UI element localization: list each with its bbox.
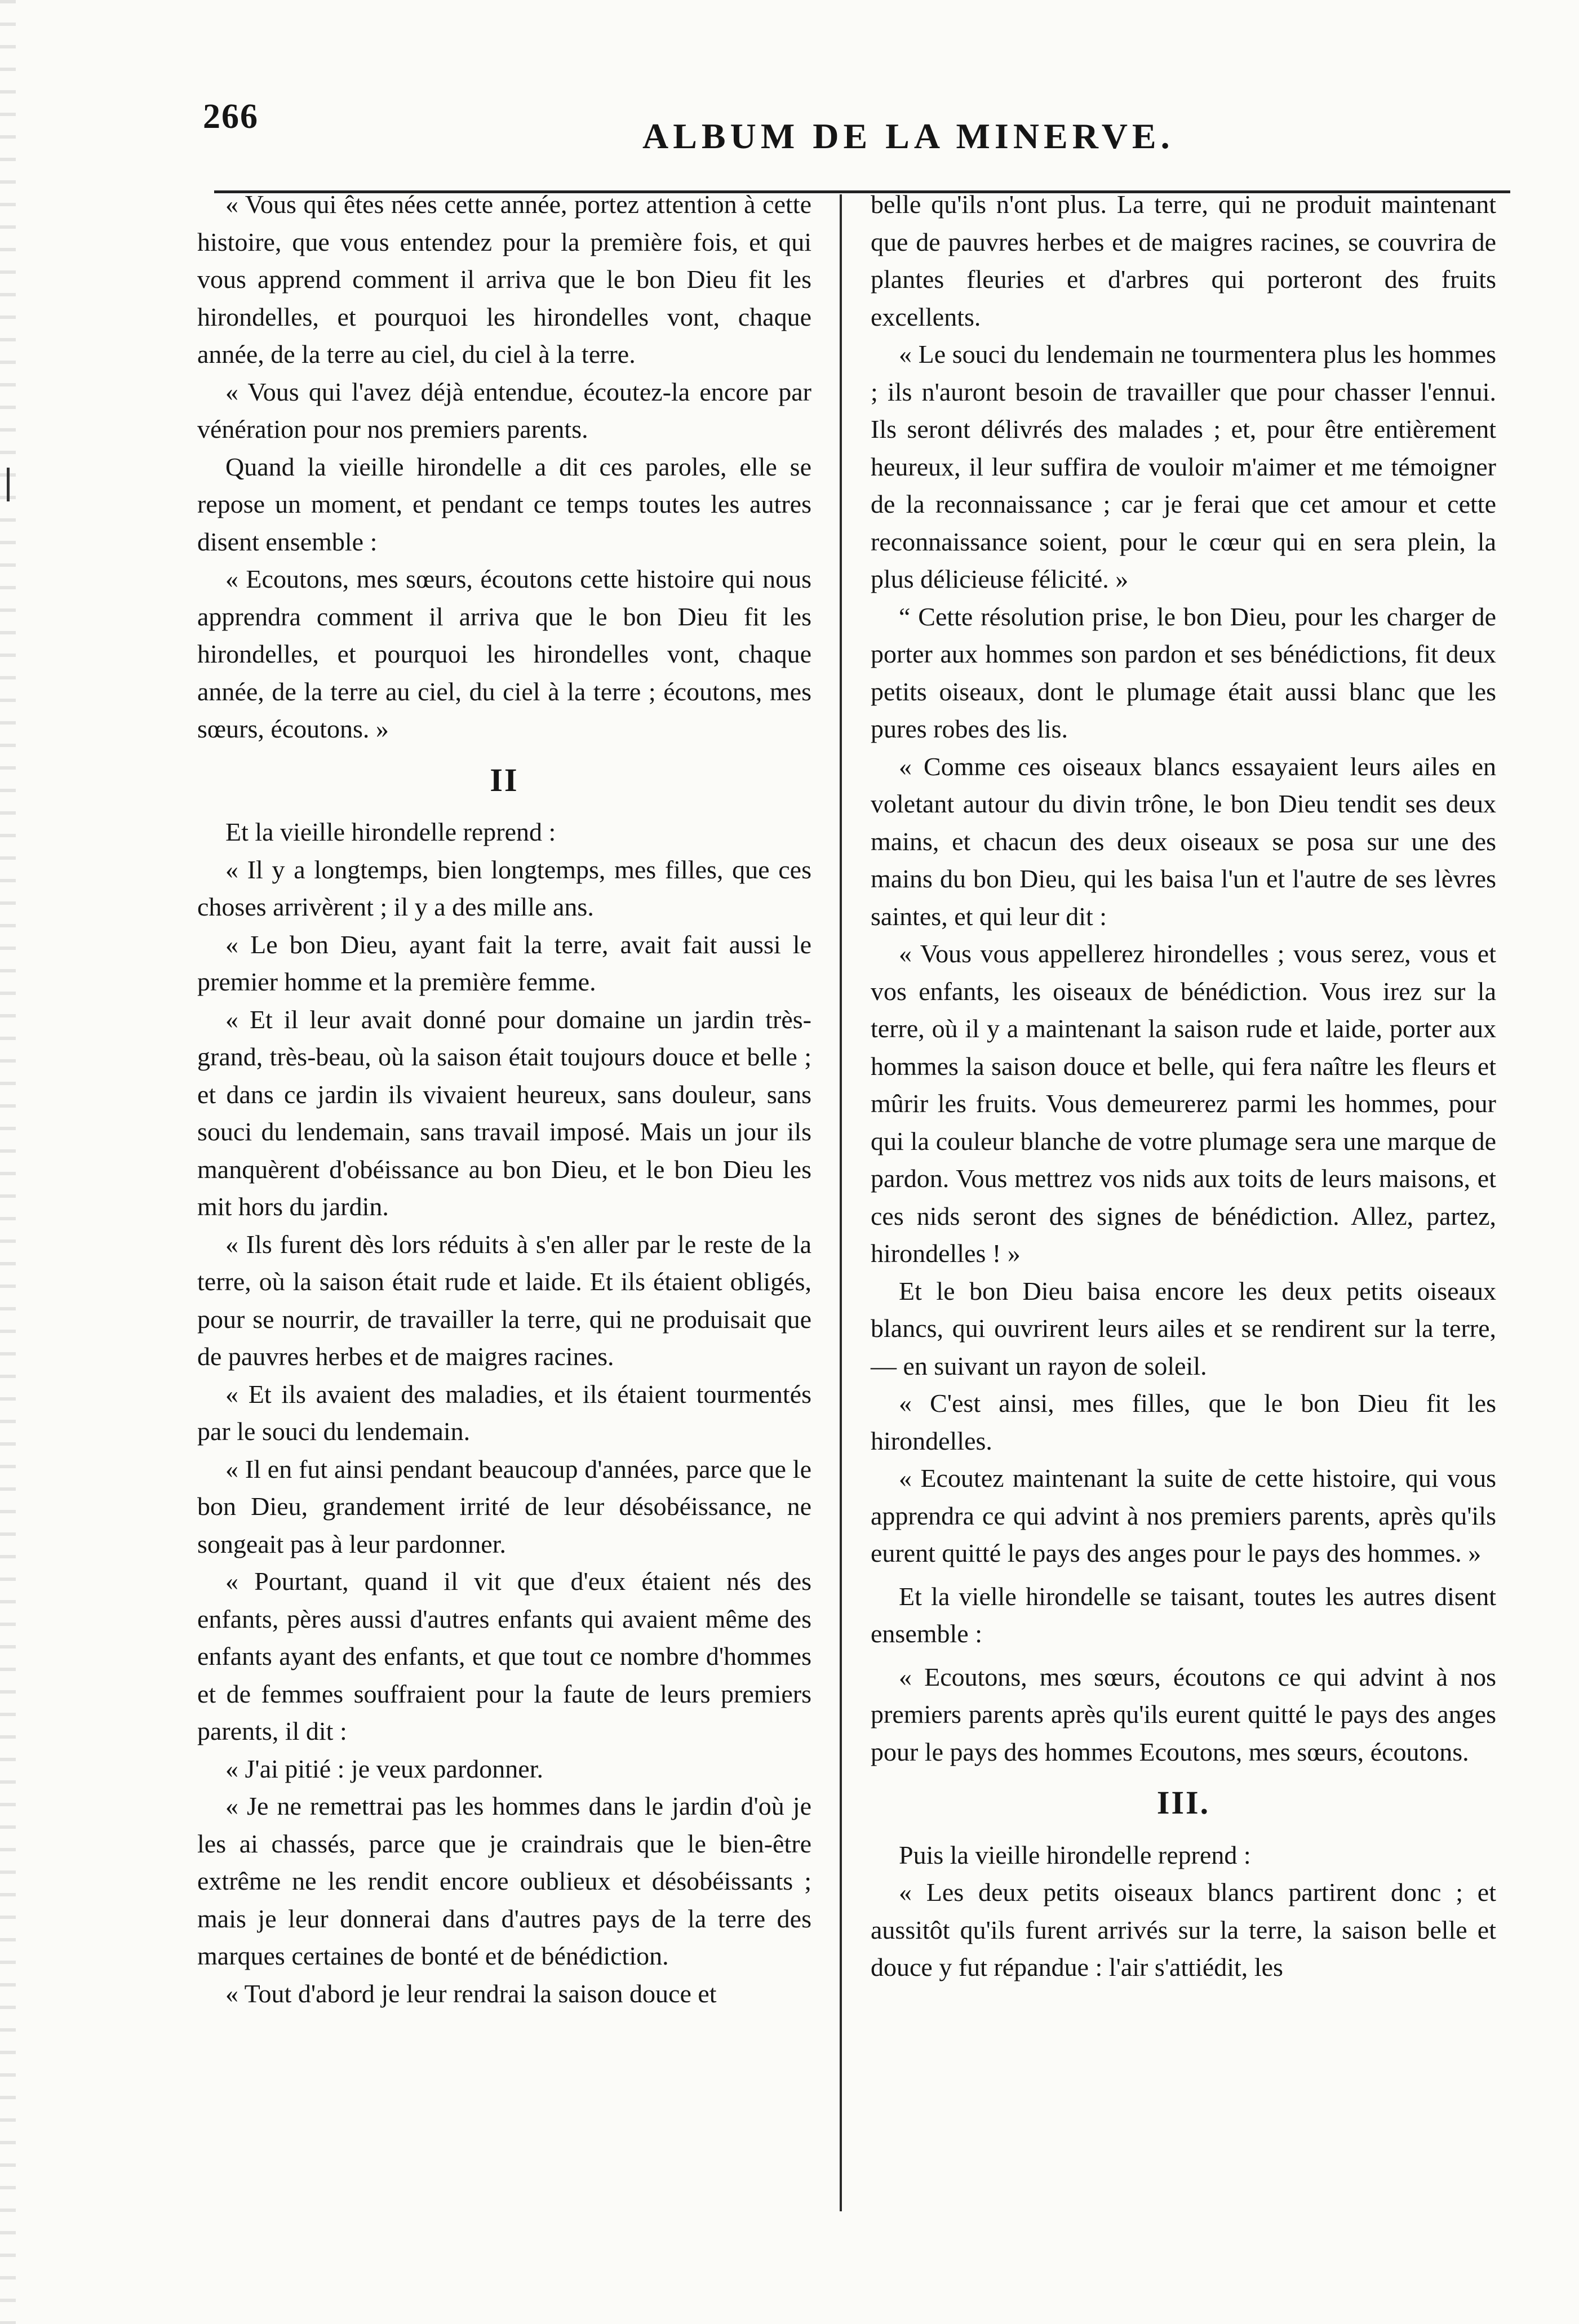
paragraph: « Vous qui l'avez déjà entendue, écoutez-la encore par vénération pour nos premiers parents. — [197, 377, 811, 443]
paragraph: Quand la vieille hirondelle a dit ces paroles, elle se repose un moment, et pendant ce temps toutes les autres disent ensemble : — [197, 452, 811, 556]
paragraph: « Ecoutez maintenant la suite de cette histoire, qui vous apprendra ce qui advint à nos premiers parents, après qu'ils eurent quitté le pays des anges pour le pays des hommes. » — [871, 1464, 1496, 1567]
paragraph: « Le bon Dieu, ayant fait la terre, avait fait aussi le premier homme et la première femme. — [197, 930, 811, 996]
paragraph: « Ecoutons, mes sœurs, écoutons cette histoire qui nous apprendra comment il arriva que le bon Dieu fit les hirondelles, et pourquoi les hirondelles vont, chaque année, de la terre au ciel, du ciel à la terre ; écoutons, mes sœurs, écoutons. » — [197, 565, 811, 743]
paragraph: « Il y a longtemps, bien longtemps, mes filles, que ces choses arrivèrent ; il y a des mille ans. — [197, 855, 811, 921]
paragraph: Et la vieille hirondelle reprend : — [225, 817, 556, 846]
paragraph: “ Cette résolution prise, le bon Dieu, pour les charger de porter aux hommes son pardon et ses bénédictions, fit deux petits oiseaux, dont le plumage était aussi blanc que les pures robes des lis. — [871, 602, 1496, 743]
running-title: ALBUM DE LA MINERVE. — [642, 116, 1174, 156]
paragraph: « Les deux petits oiseaux blancs partirent donc ; et aussitôt qu'ils furent arrivés sur la terre, la saison belle et douce y fut répandue : l'air s'attiédit, les — [871, 1878, 1496, 1981]
paragraph: « Vous vous appellerez hirondelles ; vous serez, vous et vos enfants, les oiseaux de bénédiction. Vous irez sur la terre, où il y a maintenant la saison rude et laide, porter aux hommes la saison douce et belle, qui fera naître les fleurs et mûrir les fruits. Vous demeurerez parmi les hommes, pour qui la couleur blanche de votre plumage sera une marque de pardon. Vous mettrez vos nids aux toits de leurs maisons, et ces nids seront des signes de bénédiction. Allez, partez, hirondelles ! » — [871, 939, 1496, 1268]
section-heading: II — [490, 761, 519, 798]
paragraph: « Tout d'abord je leur rendrai la saison douce et — [225, 1979, 717, 2008]
paragraph: « J'ai pitié : je veux pardonner. — [225, 1754, 543, 1783]
section-heading: III. — [1156, 1784, 1210, 1821]
margin-mark — [7, 468, 10, 501]
page-number: 266 — [203, 97, 259, 136]
page-header — [203, 85, 1499, 163]
paragraph: belle qu'ils n'ont plus. La terre, qui ne produit maintenant que de pauvres herbes et de maigres racines, se couvrira de plantes fleuries et d'arbres qui porteront des fruits excellents. — [871, 190, 1496, 331]
paragraph: « Je ne remettrai pas les hommes dans le jardin d'où je les ai chassés, parce que je craindrais que le bien-être extrême ne les rendit encore oublieux et désobéissants ; mais je leur donnerai dans d'autres pays de la terre des marques certaines de bonté et de bénédiction. — [197, 1792, 811, 1970]
paragraph: « Et il leur avait donné pour domaine un jardin très-grand, très-beau, où la saison était toujours douce et belle ; et dans ce jardin ils vivaient heureux, sans douleur, sans souci du lendemain, sans travail imposé. Mais un jour ils manquèrent d'obéissance au bon Dieu, et le bon Dieu les mit hors du jardin. — [197, 1005, 811, 1221]
margin-speckle — [0, 0, 16, 2324]
paragraph: Et le bon Dieu baisa encore les deux petits oiseaux blancs, qui ouvrirent leurs ailes et se rendirent sur la terre, — en suivant un rayon de soleil. — [871, 1276, 1496, 1380]
paragraph: « C'est ainsi, mes filles, que le bon Dieu fit les hirondelles. — [871, 1389, 1496, 1455]
paragraph: « Comme ces oiseaux blancs essayaient leurs ailes en voletant autour du divin trône, le bon Dieu tendit ses deux mains, et chacun des deux oiseaux se posa sur une des mains du bon Dieu, qui les baisa l'un et l'autre de ses lèvres saintes, et qui leur dit : — [871, 752, 1496, 931]
paragraph: « Pourtant, quand il vit que d'eux étaient nés des enfants, pères aussi d'autres enfants qui avaient même des enfants ayant des enfants, et que tout ce nombre d'hommes et de femmes souffraient pour la faute de leurs premiers parents, il dit : — [197, 1567, 811, 1745]
column-divider — [840, 194, 842, 2211]
paragraph: « Vous qui êtes nées cette année, portez attention à cette histoire, que vous entendez pour la première fois, et qui vous apprend comment il arriva que le bon Dieu fit les hirondelles, et pourquoi les hirondelles vont, chaque année, de la terre au ciel, du ciel à la terre. — [197, 190, 811, 368]
paragraph: « Et ils avaient des maladies, et ils étaient tourmentés par le souci du lendemain. — [197, 1379, 811, 1446]
paragraph: Puis la vieille hirondelle reprend : — [899, 1840, 1251, 1869]
paragraph: « Ils furent dès lors réduits à s'en aller par le reste de la terre, où la saison était rude et laide. Et ils étaient obligés, pour se nourrir, de travailler la terre, qui ne produisait que de pauvres herbes et de maigres racines. — [197, 1229, 811, 1371]
left-column — [197, 186, 811, 2012]
right-column — [871, 186, 1496, 1987]
paragraph: « Ecoutons, mes sœurs, écoutons ce qui advint à nos premiers parents après qu'ils eurent quitté le pays des anges pour le pays des hommes Ecoutons, mes sœurs, écoutons. — [871, 1662, 1496, 1766]
paragraph: « Il en fut ainsi pendant beaucoup d'années, parce que le bon Dieu, grandement irrité de leur désobéissance, ne songeait pas à leur pardonner. — [197, 1454, 811, 1558]
paragraph: « Le souci du lendemain ne tourmentera plus les hommes ; ils n'auront besoin de travailler que pour chasser l'ennui. Ils seront délivrés des malades ; et, pour être entièrement heureux, il leur suffira de vouloir m'aimer et me témoigner de la reconnaissance ; car je ferai que cet amour et cette reconnaissance soient, pour le cœur qui en sera plein, la plus délicieuse félicité. » — [871, 340, 1496, 593]
paragraph: Et la vielle hirondelle se taisant, toutes les autres disent ensemble : — [871, 1581, 1496, 1648]
